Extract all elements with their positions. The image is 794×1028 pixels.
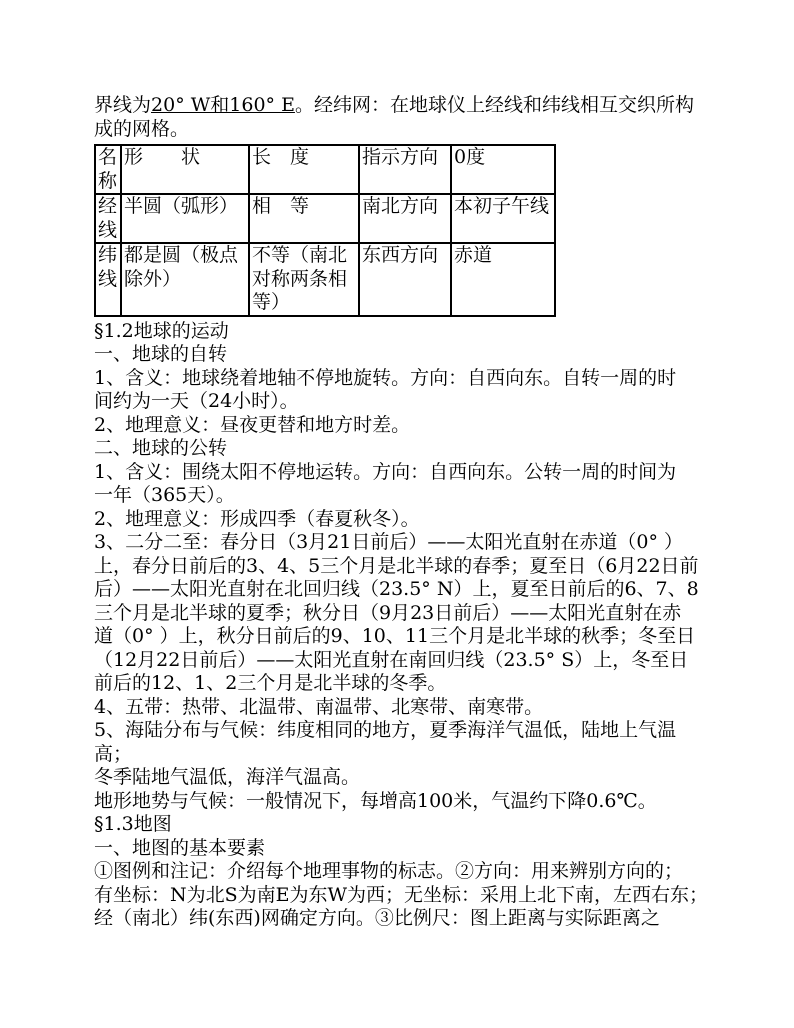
text-line: 5、海陆分布与气候：纬度相同的地方，夏季海洋气温低，陆地上气温 <box>94 719 677 741</box>
table-header-cell: 0度 <box>451 145 555 194</box>
intro-text: 界线为 <box>94 94 152 116</box>
table-cell: 东西方向 <box>359 243 451 316</box>
section-heading: §1.2地球的运动 <box>94 319 229 342</box>
intro-text: 。经纬网：在地球仪上经线和纬线相互交织所构 <box>294 94 694 116</box>
table-header-cell: 指示方向 <box>359 145 451 194</box>
text-line: 一年（365天）。 <box>94 484 235 506</box>
table-header-cell: 形 状 <box>121 145 249 194</box>
text-line: 经（南北）纬(东西)网确定方向。③比例尺：图上距离与实际距离之 <box>94 907 660 929</box>
text-line: 2、地理意义：昼夜更替和地方时差。 <box>94 413 411 436</box>
table-cell: 纬线 <box>95 243 121 316</box>
intro-line-2: 成的网格。 <box>94 117 190 140</box>
table-cell: 本初子午线 <box>451 194 555 243</box>
table-row <box>95 194 555 243</box>
table-cell: 赤道 <box>451 243 555 316</box>
text-line: 冬季陆地气温低，海洋气温高。 <box>94 766 361 788</box>
longitude-latitude-table <box>94 144 556 317</box>
text-line: 高； <box>94 742 133 765</box>
document-page <box>94 94 714 931</box>
boundary-longitudes: 20° W和160° E <box>151 94 295 116</box>
text-line: 1、含义：地球绕着地轴不停地旋转。方向：自西向东。自转一周的时 <box>94 366 677 389</box>
text-line: 间约为一天（24小时）。 <box>94 390 299 412</box>
table-row <box>95 243 555 316</box>
text-line: 有坐标：N为北S为南E为东W为西；无坐标：采用上北下南，左西右东； <box>94 883 709 906</box>
text-line: （12月22日前后）——太阳光直射在南回归线（23.5° S）上，冬至日 <box>94 648 689 671</box>
text-line: 上，春分日前后的3、4、5三个月是北半球的春季；夏至日（6月22日前 <box>94 554 699 577</box>
table-header-row <box>95 145 555 194</box>
subsection-heading: 一、地图的基本要素 <box>94 836 266 859</box>
text-line: 2、地理意义：形成四季（春夏秋冬）。 <box>94 507 420 530</box>
table-cell: 相 等 <box>249 194 359 243</box>
table-header-cell: 名称 <box>95 145 121 194</box>
table-header-cell: 长 度 <box>249 145 359 194</box>
table-cell: 都是圆（极点除外） <box>121 243 249 316</box>
text-line: 3、二分二至：春分日（3月21日前后）——太阳光直射在赤道（0° ） <box>94 531 683 553</box>
text-line: 三个月是北半球的夏季；秋分日（9月23日前后）——太阳光直射在赤 <box>94 601 682 624</box>
section-heading: §1.3地图 <box>94 813 172 835</box>
text-line: 1、含义：围绕太阳不停地运转。方向：自西向东。公转一周的时间为 <box>94 460 677 483</box>
intro-line-1 <box>94 94 714 118</box>
text-line: 地形地势与气候：一般情况下，每增高100米，气温约下降0.6℃。 <box>94 789 657 812</box>
subsection-heading: 二、地球的公转 <box>94 437 228 459</box>
text-line: 后）——太阳光直射在北回归线（23.5° N）上，夏至日前后的6、7、8 <box>94 578 699 600</box>
table-cell: 半圆（弧形） <box>121 194 249 243</box>
table-cell: 南北方向 <box>359 194 451 243</box>
text-line: 4、五带：热带、北温带、南温带、北寒带、南寒带。 <box>94 695 544 718</box>
table-cell: 经线 <box>95 194 121 243</box>
table-cell: 不等（南北对称两条相等） <box>249 243 359 316</box>
text-line: 道（0° ）上，秋分日前后的9、10、11三个月是北半球的秋季；冬至日 <box>94 625 696 647</box>
text-line: 前后的12、1、2三个月是北半球的冬季。 <box>94 672 447 694</box>
text-line: ①图例和注记：介绍每个地理事物的标志。②方向：用来辨别方向的； <box>94 860 684 882</box>
subsection-heading: 一、地球的自转 <box>94 343 228 365</box>
